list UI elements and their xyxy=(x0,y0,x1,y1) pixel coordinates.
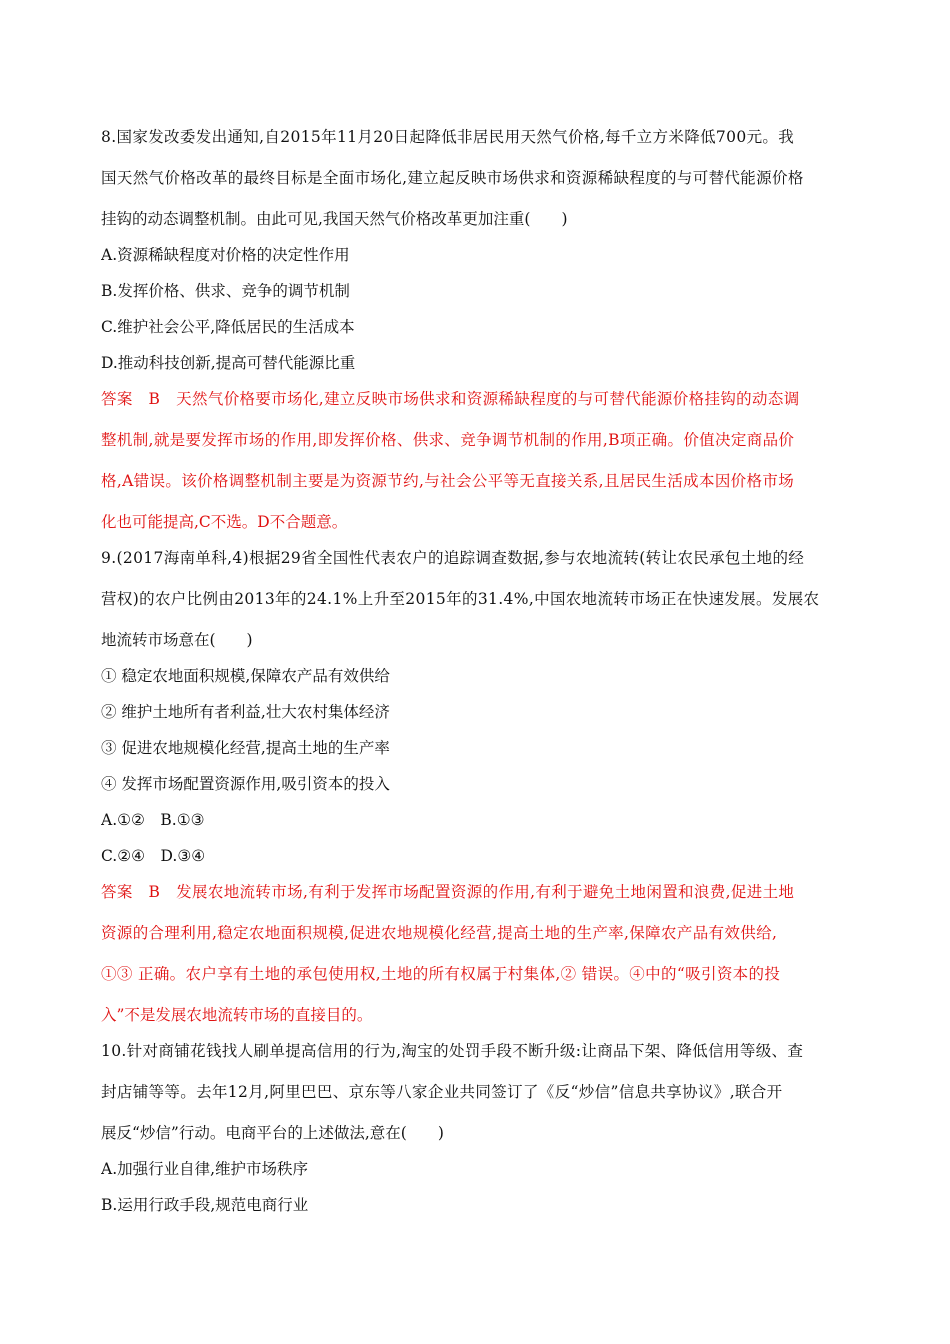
q9-item-1: ① 稳定农地面积规模,保障农产品有效供给 xyxy=(101,667,390,685)
q8-option-c: C.维护社会公平,降低居民的生活成本 xyxy=(101,318,355,336)
q8-answer-line-4: 化也可能提高,C不选。D不合题意。 xyxy=(101,513,348,531)
q10-stem-line-3: 展反“炒信”行动。电商平台的上述做法,意在( ) xyxy=(101,1124,444,1142)
q10-option-a: A.加强行业自律,维护市场秩序 xyxy=(101,1160,309,1178)
q9-options-cd: C.②④ D.③④ xyxy=(101,847,206,865)
q8-answer-line-2: 整机制,就是要发挥市场的作用,即发挥价格、供求、竞争调节机制的作用,B项正确。价值决定商品价 xyxy=(101,431,795,449)
q9-item-2: ② 维护土地所有者利益,壮大农村集体经济 xyxy=(101,703,390,721)
q8-stem-line-1: 8.国家发改委发出通知,自2015年11月20日起降低非居民用天然气价格,每千立方米降低700元。我 xyxy=(101,128,795,146)
q8-option-b: B.发挥价格、供求、竞争的调节机制 xyxy=(101,282,350,300)
q10-stem-line-1: 10.针对商铺花钱找人刷单提高信用的行为,淘宝的处罚手段不断升级:让商品下架、降低信用等级、查 xyxy=(101,1042,804,1060)
q9-answer-line-3: ①③ 正确。农户享有土地的承包使用权,土地的所有权属于村集体,② 错误。④中的“吸引资本的投 xyxy=(101,965,781,983)
q9-stem-line-2: 营权)的农户比例由2013年的24.1%上升至2015年的31.4%,中国农地流转市场正在快速发展。发展农 xyxy=(101,590,820,608)
q9-item-3: ③ 促进农地规模化经营,提高土地的生产率 xyxy=(101,739,390,757)
q9-answer-line-1: 答案 B 发展农地流转市场,有利于发挥市场配置资源的作用,有利于避免土地闲置和浪费,促进土地 xyxy=(101,883,795,901)
q9-answer-line-4: 入”不是发展农地流转市场的直接目的。 xyxy=(101,1006,373,1024)
q8-stem-line-2: 国天然气价格改革的最终目标是全面市场化,建立起反映市场供求和资源稀缺程度的与可替代能源价格 xyxy=(101,169,804,187)
q8-option-a: A.资源稀缺程度对价格的决定性作用 xyxy=(101,246,350,264)
q10-stem-line-2: 封店铺等等。去年12月,阿里巴巴、京东等八家企业共同签订了《反“炒信”信息共享协议》,联合开 xyxy=(101,1083,783,1101)
q9-answer-line-2: 资源的合理利用,稳定农地面积规模,促进农地规模化经营,提高土地的生产率,保障农产品有效供给, xyxy=(101,924,778,942)
q8-answer-line-1: 答案 B 天然气价格要市场化,建立反映市场供求和资源稀缺程度的与可替代能源价格挂钩的动态调 xyxy=(101,390,800,408)
q9-stem-line-3: 地流转市场意在( ) xyxy=(101,631,253,649)
q9-item-4: ④ 发挥市场配置资源作用,吸引资本的投入 xyxy=(101,775,390,793)
q9-options-ab: A.①② B.①③ xyxy=(101,811,205,829)
q8-stem-line-3: 挂钩的动态调整机制。由此可见,我国天然气价格改革更加注重( ) xyxy=(101,210,568,228)
q9-stem-line-1: 9.(2017海南单科,4)根据29省全国性代表农户的追踪调查数据,参与农地流转(转让农民承包土地的经 xyxy=(101,549,805,567)
q10-option-b: B.运用行政手段,规范电商行业 xyxy=(101,1196,309,1214)
q8-option-d: D.推动科技创新,提高可替代能源比重 xyxy=(101,354,356,372)
q8-answer-line-3: 格,A错误。该价格调整机制主要是为资源节约,与社会公平等无直接关系,且居民生活成本因价格市场 xyxy=(101,472,795,490)
